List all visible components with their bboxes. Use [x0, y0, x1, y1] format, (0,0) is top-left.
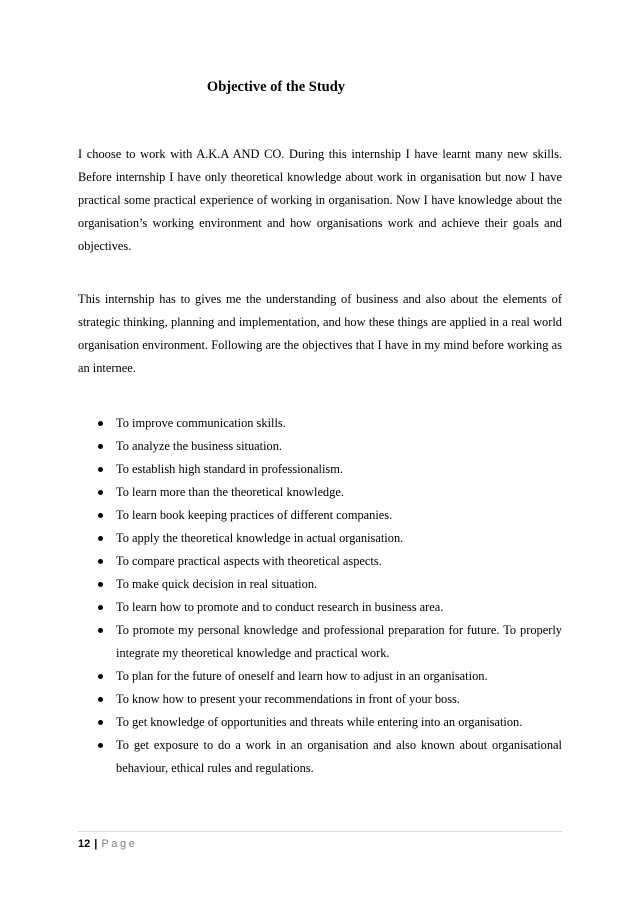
page-label: Page [101, 838, 138, 850]
page-footer [78, 836, 137, 852]
bullet-icon [98, 720, 103, 725]
objective-text: To get exposure to do a work in an organisation and also known about organisational behaviour, ethical rules and regulations. [116, 738, 562, 775]
bullet-icon [98, 421, 103, 426]
objective-text: To make quick decision in real situation. [116, 577, 318, 591]
page-number: 12 [78, 838, 91, 850]
list-item [98, 573, 562, 596]
objective-text: To learn more than the theoretical knowledge. [116, 485, 344, 499]
list-item [98, 688, 562, 711]
bullet-icon [98, 628, 103, 633]
footer-divider [78, 831, 562, 832]
list-item [98, 550, 562, 573]
objective-text: To learn book keeping practices of different companies. [116, 508, 393, 522]
bullet-icon [98, 559, 103, 564]
objective-text: To compare practical aspects with theoretical aspects. [116, 554, 382, 568]
objective-text: To promote my personal knowledge and professional preparation for future. To properly integrate my theoretical knowledge and practical work. [116, 623, 562, 660]
objective-text: To plan for the future of oneself and learn how to adjust in an organisation. [116, 669, 488, 683]
list-item [98, 711, 562, 734]
internship-paragraph: This internship has to gives me the understanding of business and also about the elements of strategic thinking, planning and implementation, and how these things are applied in a real world organisation environment. Following are the objectives that I have in my mind before working as an internee. [78, 292, 562, 375]
bullet-icon [98, 513, 103, 518]
list-item [98, 596, 562, 619]
footer-separator: | [94, 838, 98, 850]
list-item [98, 412, 562, 435]
list-item [98, 665, 562, 688]
objectives-list [98, 412, 562, 780]
bullet-icon [98, 444, 103, 449]
bullet-icon [98, 582, 103, 587]
objective-text: To improve communication skills. [116, 416, 286, 430]
list-item [98, 481, 562, 504]
list-item [98, 458, 562, 481]
bullet-icon [98, 536, 103, 541]
bullet-icon [98, 467, 103, 472]
list-item [98, 527, 562, 550]
objective-text: To establish high standard in professionalism. [116, 462, 343, 476]
list-item [98, 619, 562, 665]
objective-text: To know how to present your recommendations in front of your boss. [116, 692, 460, 706]
section-title: Objective of the Study [206, 79, 346, 95]
bullet-icon [98, 605, 103, 610]
objective-text: To get knowledge of opportunities and threats while entering into an organisation. [116, 715, 523, 729]
objective-text: To learn how to promote and to conduct research in business area. [116, 600, 444, 614]
bullet-icon [98, 674, 103, 679]
list-item [98, 435, 562, 458]
list-item [98, 504, 562, 527]
bullet-icon [98, 697, 103, 702]
objective-text: To apply the theoretical knowledge in actual organisation. [116, 531, 404, 545]
intro-paragraph: I choose to work with A.K.A AND CO. During this internship I have learnt many new skills. Before internship I have only theoretical knowledge about work in organisation but now I have practical some practical experience of working in organisation. Now I have knowledge about the organisation’s working environment and how organisations work and achieve their goals and objectives. [78, 147, 562, 253]
list-item [98, 734, 562, 780]
bullet-icon [98, 490, 103, 495]
bullet-icon [98, 743, 103, 748]
objective-text: To analyze the business situation. [116, 439, 283, 453]
